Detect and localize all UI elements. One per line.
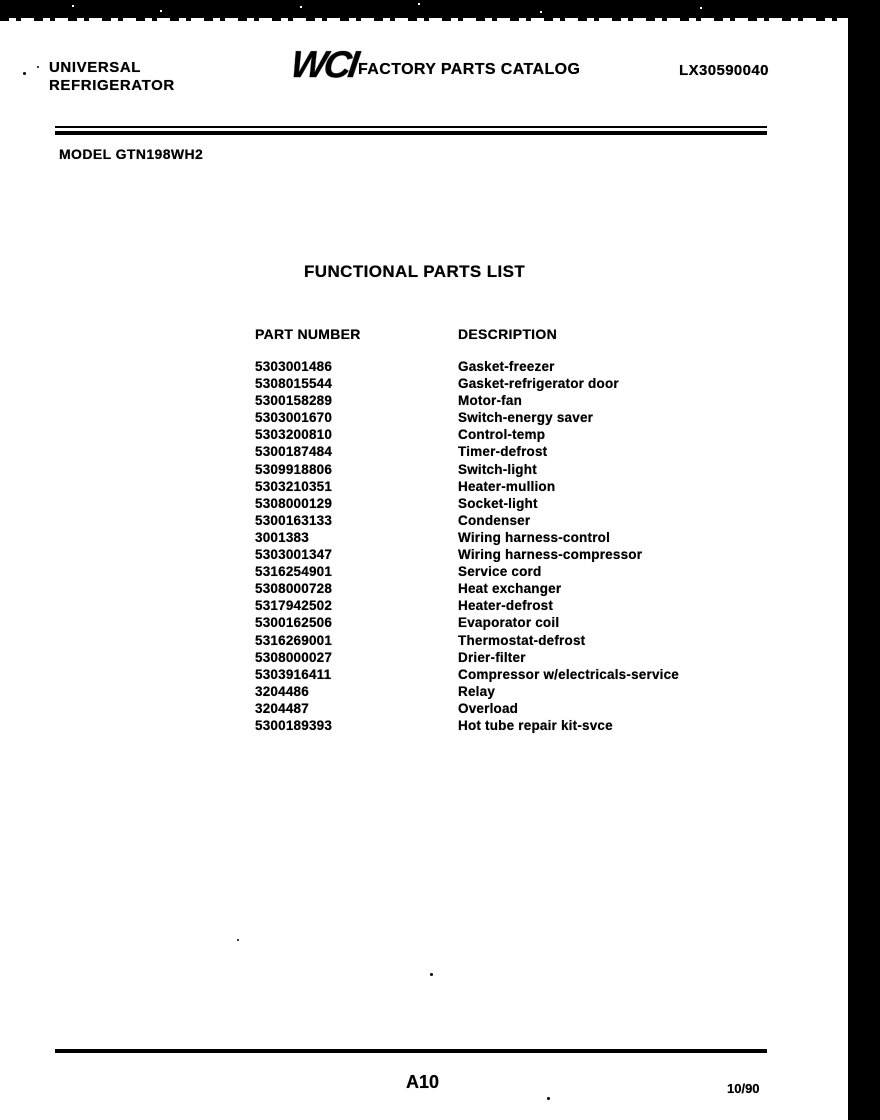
table-row bbox=[255, 443, 695, 460]
scan-artifact-top-bar bbox=[0, 0, 880, 18]
scan-speck bbox=[237, 939, 239, 941]
description-cell: Evaporator coil bbox=[458, 615, 560, 631]
part-number-cell: 5300189393 bbox=[255, 717, 333, 733]
header-rule-thin bbox=[55, 126, 767, 128]
table-row bbox=[255, 546, 695, 563]
description-cell: Hot tube repair kit-svce bbox=[458, 717, 613, 733]
footer-rule bbox=[55, 1049, 767, 1053]
description-cell: Gasket-freezer bbox=[458, 359, 555, 374]
part-number-cell: 5300187484 bbox=[255, 444, 333, 460]
description-cell: Heater-defrost bbox=[458, 598, 554, 614]
table-row bbox=[255, 614, 695, 631]
description-cell: Relay bbox=[458, 683, 496, 699]
table-row bbox=[255, 495, 695, 512]
scan-speck bbox=[540, 11, 542, 13]
scan-speck bbox=[37, 66, 39, 68]
table-row bbox=[255, 426, 695, 443]
description-cell: Timer-defrost bbox=[458, 444, 548, 460]
column-header-description: DESCRIPTION bbox=[458, 326, 557, 342]
description-cell: Gasket-refrigerator door bbox=[458, 376, 619, 392]
description-cell: Condenser bbox=[458, 512, 531, 528]
part-number-cell: 3001383 bbox=[255, 529, 309, 545]
table-row bbox=[255, 512, 695, 529]
part-number-cell: 5316269001 bbox=[255, 632, 333, 648]
description-cell: Wiring harness-control bbox=[458, 529, 611, 545]
table-row bbox=[255, 597, 695, 614]
scan-speck bbox=[418, 3, 420, 5]
part-number-cell: 5303001347 bbox=[255, 547, 333, 563]
table-row bbox=[255, 409, 695, 426]
functional-parts-table bbox=[255, 326, 695, 734]
part-number-cell: 3204487 bbox=[255, 700, 309, 716]
description-cell: Switch-light bbox=[458, 461, 537, 477]
table-header-row bbox=[255, 326, 695, 358]
description-cell: Control-temp bbox=[458, 427, 546, 443]
section-title: FUNCTIONAL PARTS LIST bbox=[304, 262, 526, 281]
model-number: MODEL GTN198WH2 bbox=[59, 146, 204, 162]
table-row bbox=[255, 461, 695, 478]
table-row bbox=[255, 358, 695, 375]
part-number-cell: 5303200810 bbox=[255, 427, 333, 443]
part-number-cell: 5309918806 bbox=[255, 461, 333, 477]
table-row bbox=[255, 563, 695, 580]
part-number-cell: 5300158289 bbox=[255, 393, 333, 409]
catalog-number: LX30590040 bbox=[679, 62, 769, 79]
description-cell: Compressor w/electricals-service bbox=[458, 666, 680, 682]
description-cell: Overload bbox=[458, 700, 519, 716]
description-cell: Heat exchanger bbox=[458, 581, 562, 597]
scan-speck bbox=[72, 5, 74, 7]
page-number: A10 bbox=[405, 1072, 440, 1092]
table-row bbox=[255, 700, 695, 717]
part-number-cell: 5308000129 bbox=[255, 495, 333, 511]
scan-speck bbox=[547, 1097, 550, 1100]
part-number-cell: 5300162506 bbox=[255, 615, 333, 631]
part-number-cell: 5303916411 bbox=[255, 666, 332, 682]
date-code: 10/90 bbox=[727, 1081, 760, 1096]
brand-line-2: REFRIGERATOR bbox=[49, 77, 175, 94]
part-number-cell: 5317942502 bbox=[255, 598, 333, 614]
scan-speck bbox=[23, 72, 26, 75]
wci-logo: WCI bbox=[288, 44, 359, 86]
table-row bbox=[255, 717, 695, 734]
part-number-cell: 5308015544 bbox=[255, 376, 333, 392]
description-cell: Service cord bbox=[458, 564, 542, 580]
part-number-cell: 5316254901 bbox=[255, 564, 333, 580]
description-cell: Wiring harness-compressor bbox=[458, 547, 643, 563]
catalog-title: FACTORY PARTS CATALOG bbox=[358, 61, 581, 78]
table-row bbox=[255, 580, 695, 597]
part-number-cell: 5308000728 bbox=[255, 581, 333, 597]
part-number-cell: 5303001486 bbox=[255, 359, 333, 374]
description-cell: Motor-fan bbox=[458, 393, 523, 409]
scan-artifact-right-strip bbox=[848, 0, 880, 1120]
table-row bbox=[255, 392, 695, 409]
scan-speck bbox=[160, 10, 162, 12]
description-cell: Switch-energy saver bbox=[458, 410, 594, 426]
part-number-cell: 5303001670 bbox=[255, 410, 333, 426]
table-row bbox=[255, 632, 695, 649]
table-body bbox=[255, 358, 695, 734]
description-cell: Thermostat-defrost bbox=[458, 632, 586, 648]
brand-line-1: UNIVERSAL bbox=[49, 59, 142, 76]
part-number-cell: 5308000027 bbox=[255, 649, 333, 665]
part-number-cell: 3204486 bbox=[255, 683, 309, 699]
scan-speck bbox=[430, 973, 433, 976]
table-row bbox=[255, 529, 695, 546]
description-cell: Drier-filter bbox=[458, 649, 526, 665]
table-row bbox=[255, 478, 695, 495]
description-cell: Socket-light bbox=[458, 495, 538, 511]
scan-speck bbox=[300, 6, 302, 8]
description-cell: Heater-mullion bbox=[458, 478, 556, 494]
column-header-part-number: PART NUMBER bbox=[255, 326, 361, 342]
header-rule-thick bbox=[55, 131, 767, 135]
table-row bbox=[255, 649, 695, 666]
part-number-cell: 5303210351 bbox=[255, 478, 333, 494]
table-row bbox=[255, 666, 695, 683]
table-row bbox=[255, 683, 695, 700]
part-number-cell: 5300163133 bbox=[255, 512, 333, 528]
table-row bbox=[255, 375, 695, 392]
brand-block bbox=[49, 59, 175, 95]
scan-speck bbox=[700, 7, 702, 9]
